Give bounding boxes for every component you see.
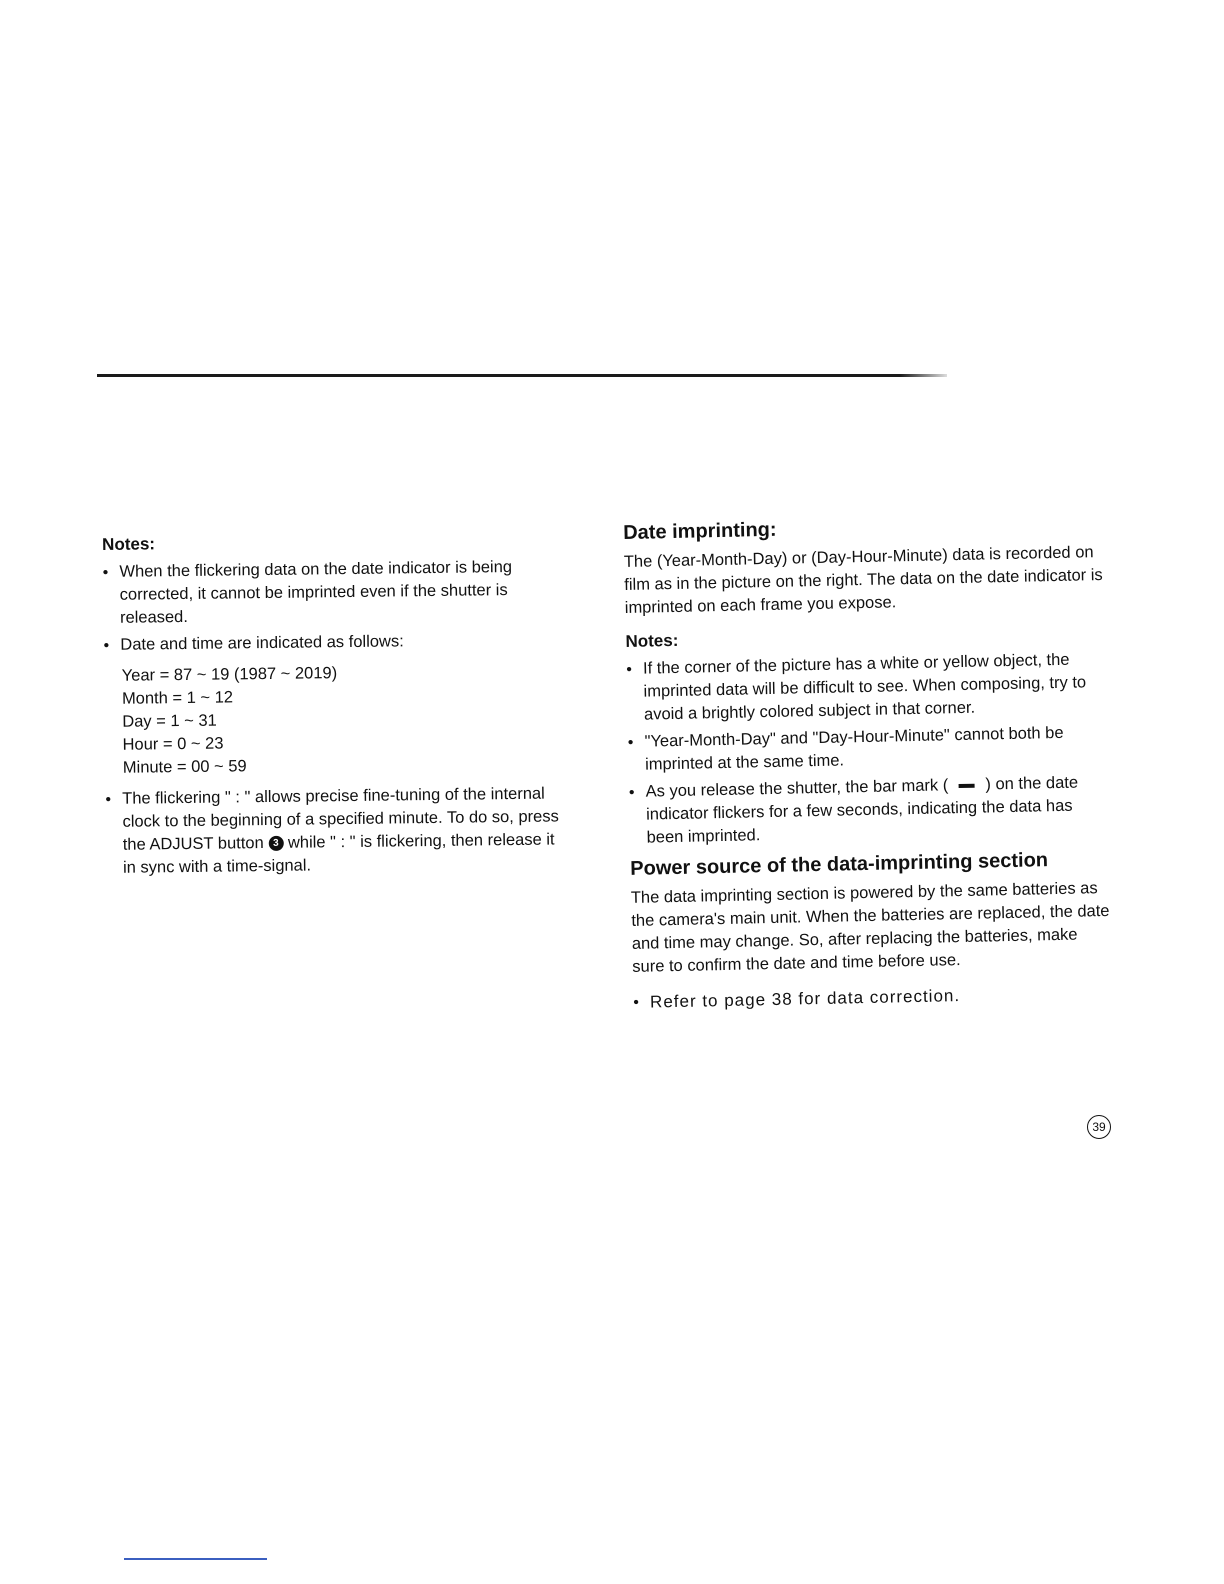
notes-heading: Notes: <box>102 534 156 554</box>
note-flicker-correction: ● When the flickering data on the date indicator is being corrected, it cannot be imprinted even if the shutter is released. <box>102 555 563 630</box>
adjust-button-number-icon: 3 <box>268 836 283 851</box>
refer-page-note: ● Refer to page 38 for data correction. <box>633 981 1113 1014</box>
note-bar-mark <box>628 771 1109 850</box>
bar-mark-text-2: ) on the date indicator flickers for a few seconds, indicating the data has been imprinted. <box>645 773 1079 847</box>
note-date-time-format: ● Date and time are indicated as follows: <box>103 628 563 657</box>
bar-mark-icon <box>959 783 975 787</box>
note-corner-object: ● If the corner of the picture has a white or yellow object, the imprinted data will be difficult to see. When composing, try to avoid a brightly colored subject in that corner. <box>626 648 1107 727</box>
left-column <box>102 529 566 884</box>
fine-tuning-text-1: The flickering " : " allows precise fine-tuning of the internal clock to the beginning of a specified minute. To do so, press the ADJUST button <box>122 784 559 854</box>
power-source-paragraph: The data imprinting section is powered by the same batteries as the camera's main unit. When the batteries are replaced, the date and time may change. So, after replacing the batteries, make sure to confirm the date and time before use. <box>630 879 1110 976</box>
bar-mark-text-1: As you release the shutter, the bar mark ( <box>645 776 949 801</box>
bottom-line <box>124 1558 267 1560</box>
power-source-heading: Power source of the data-imprinting section <box>630 849 1049 880</box>
range-month: Month = 1 ~ 12 <box>121 688 234 708</box>
date-imprinting-paragraph: The (Year-Month-Day) or (Day-Hour-Minute) data is recorded on film as in the picture on the right. The data on the date indicator is imprinted on each frame you expose. <box>623 543 1103 617</box>
range-year: Year = 87 ~ 19 (1987 ~ 2019) <box>121 664 338 685</box>
fine-tuning-text-2: while " : " is flickering, then release it in sync with a time-signal. <box>122 830 555 877</box>
top-rule-fade <box>900 374 947 377</box>
date-ranges <box>104 659 565 780</box>
note-fine-tuning <box>105 782 566 880</box>
date-imprinting-heading: Date imprinting: <box>623 518 777 544</box>
notes-heading-right: Notes: <box>625 630 679 651</box>
range-hour: Hour = 0 ~ 23 <box>122 734 224 754</box>
range-day: Day = 1 ~ 31 <box>122 711 217 731</box>
note-both-formats: ● "Year-Month-Day" and "Day-Hour-Minute" cannot both be imprinted at the same time. <box>627 721 1108 777</box>
right-column <box>623 512 1113 1018</box>
range-minute: Minute = 00 ~ 59 <box>122 757 247 777</box>
top-rule <box>97 374 947 377</box>
page-number: 39 <box>1087 1115 1111 1139</box>
